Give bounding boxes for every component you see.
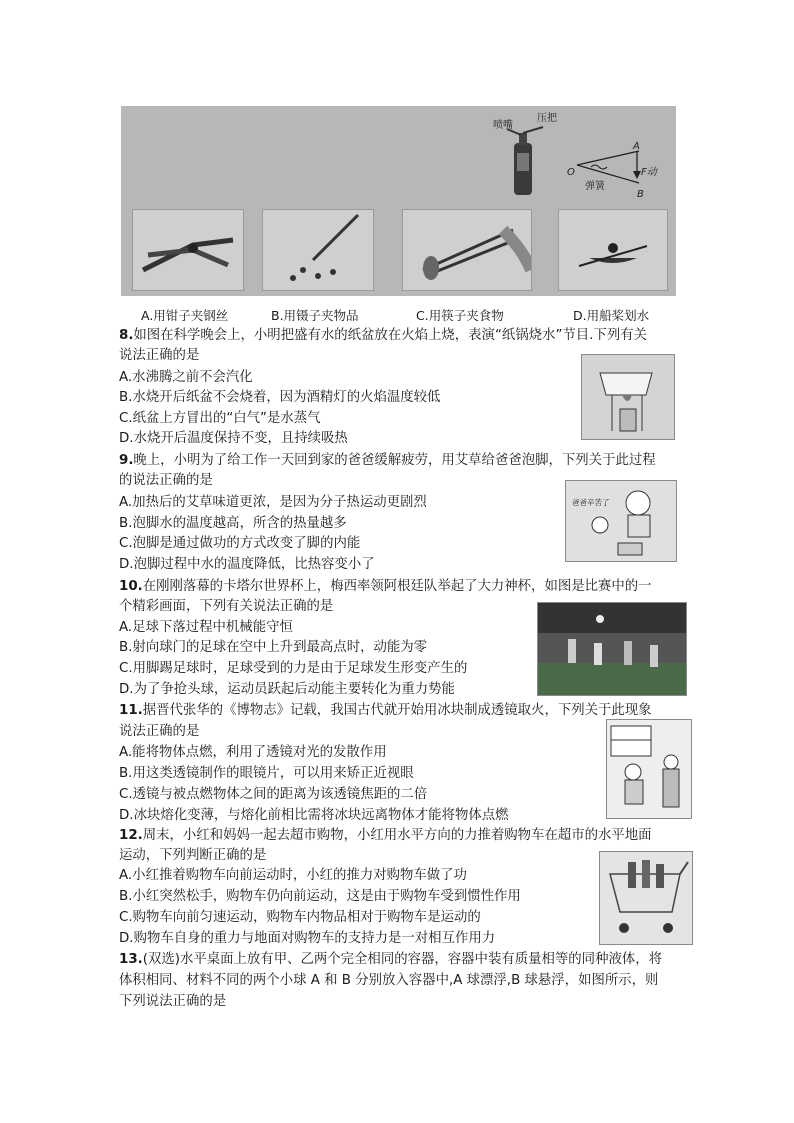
q10-option-b: B.射向球门的足球在空中上升到最高点时，动能为零: [119, 640, 428, 655]
q12-option-c: C.购物车向前匀速运动，购物车内物品相对于购物车是运动的: [119, 910, 481, 925]
caption-d: D.用船桨划水: [573, 308, 650, 323]
q9-stem-line-2: 的说法正确的是: [119, 473, 213, 488]
q13-stem-line-3: 下列说法正确的是: [119, 994, 227, 1009]
caption-b: B.用镊子夹物品: [271, 308, 359, 323]
chopsticks-photo: [402, 209, 532, 291]
q12-option-a: A.小红推着购物车向前运动时，小红的推力对购物车做了功: [119, 868, 467, 883]
q8-stem-line-2: 说法正确的是: [119, 348, 200, 363]
q12-option-b: B.小红突然松手，购物车仍向前运动，这是由于购物车受到惯性作用: [119, 889, 521, 904]
fire-extinguisher-diagram: [481, 109, 681, 209]
q8-number: 8.: [119, 328, 134, 343]
q10-option-a: A.足球下落过程中机械能守恒: [119, 620, 293, 635]
paper-pot-image: [581, 354, 675, 440]
q8-option-d: D.水烧开后温度保持不变，且持续吸热: [119, 431, 348, 446]
q11-number: 11.: [119, 703, 143, 718]
spring-label: 弹簧: [585, 181, 605, 192]
force-label: F动: [641, 167, 657, 178]
tweezers-photo: [262, 209, 374, 291]
foot-bath-caption: 爸爸辛苦了: [572, 498, 610, 507]
q12-option-d: D.购物车自身的重力与地面对购物车的支持力是一对相互作用力: [119, 931, 496, 946]
q11-option-b: B.用这类透镜制作的眼镜片，可以用来矫正近视眼: [119, 766, 414, 781]
foot-bath-image: [565, 480, 677, 562]
q11-stem-line-2: 说法正确的是: [119, 724, 200, 739]
q8-stem-text-1: 如图在科学晚会上，小明把盛有水的纸盆放在火焰上烧，表演“纸锅烧水”节目.下列有关: [133, 328, 647, 343]
ice-lens-image: [606, 719, 692, 819]
rowing-photo: [558, 209, 668, 291]
q9-stem-line-1: [119, 451, 656, 471]
q8-option-a: A.水沸腾之前不会汽化: [119, 370, 253, 385]
shopping-cart-image: [599, 851, 693, 945]
q11-stem-line-1: [119, 701, 652, 721]
caption-c: C.用筷子夹食物: [416, 308, 504, 323]
q10-stem-line-1: [119, 577, 652, 597]
q12-stem-line-1: [119, 826, 652, 846]
q11-option-a: A.能将物体点燃，利用了透镜对光的发散作用: [119, 745, 387, 760]
point-o-label: O: [567, 167, 575, 178]
q9-option-b: B.泡脚水的温度越高，所含的热量越多: [119, 516, 347, 531]
q12-stem-line-2: 运动，下列判断正确的是: [119, 848, 267, 863]
lever-figure-strip: [121, 106, 676, 296]
q10-number: 10.: [119, 579, 143, 594]
nozzle-label: 喷嘴: [493, 120, 513, 131]
q9-option-c: C.泡脚是通过做功的方式改变了脚的内能: [119, 536, 361, 551]
q13-stem-text-1: (双选)水平桌面上放有甲、乙两个完全相同的容器，容器中装有质量相等的同种液体，将: [142, 952, 663, 967]
q10-option-c: C.用脚踢足球时，足球受到的力是由于足球发生形变产生的: [119, 661, 468, 676]
handle-label: 压把: [537, 113, 557, 124]
q11-stem-text-1: 据晋代张华的《博物志》记载，我国古代就开始用冰块制成透镜取火，下列关于此现象: [142, 703, 652, 718]
q8-option-c: C.纸盆上方冒出的“白气”是水蒸气: [119, 411, 321, 426]
football-match-image: [537, 602, 687, 696]
q13-number: 13.: [119, 952, 143, 967]
figure-captions: [121, 306, 676, 324]
q9-option-d: D.泡脚过程中水的温度降低，比热容变小了: [119, 557, 375, 572]
q8-stem-line-1: [119, 326, 647, 346]
q12-stem-text-1: 周末，小红和妈妈一起去超市购物，小红用水平方向的力推着购物车在超市的水平地面: [142, 828, 652, 843]
q13-stem-line-1: [119, 950, 662, 970]
caption-a: A.用钳子夹钢丝: [141, 308, 229, 323]
q9-number: 9.: [119, 453, 134, 468]
q9-option-a: A.加热后的艾草味道更浓，是因为分子热运动更剧烈: [119, 495, 427, 510]
point-b-label: B: [637, 189, 644, 200]
q10-option-d: D.为了争抢头球，运动员跃起后动能主要转化为重力势能: [119, 682, 455, 697]
q13-stem-line-2: 体积相同、材料不同的两个小球 A 和 B 分别放入容器中,A 球漂浮,B 球悬浮，如图所示，则: [119, 973, 659, 988]
q8-option-b: B.水烧开后纸盆不会烧着，因为酒精灯的火焰温度较低: [119, 390, 441, 405]
q12-number: 12.: [119, 828, 143, 843]
point-a-label: A: [633, 141, 640, 152]
q10-stem-line-2: 个精彩画面，下列有关说法正确的是: [119, 599, 334, 614]
q11-option-c: C.透镜与被点燃物体之间的距离为该透镜焦距的二倍: [119, 787, 428, 802]
q9-stem-text-1: 晚上，小明为了给工作一天回到家的爸爸缓解疲劳，用艾草给爸爸泡脚，下列关于此过程: [133, 453, 656, 468]
pliers-photo: [132, 209, 244, 291]
q10-stem-text-1: 在刚刚落幕的卡塔尔世界杯上，梅西率领阿根廷队举起了大力神杯，如图是比赛中的一: [142, 579, 652, 594]
q11-option-d: D.冰块熔化变薄，与熔化前相比需将冰块远离物体才能将物体点燃: [119, 808, 509, 823]
